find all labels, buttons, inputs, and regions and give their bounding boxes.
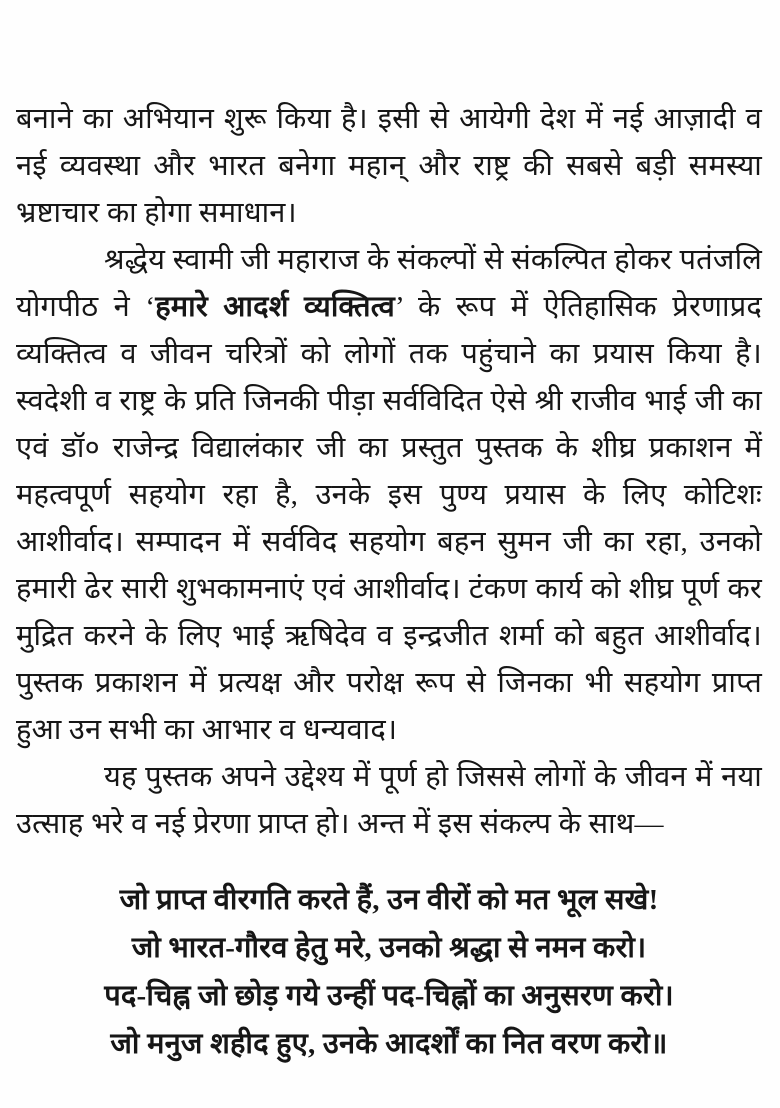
paragraph-2-text-before: श्रद्धेय स्वामी जी महाराज के संकल्पों से संकल्पित होकर पतंजलि योगपीठ ने ‘ — [16, 244, 762, 323]
paragraph-2 — [16, 237, 762, 754]
book-title-inline: हमारे आदर्श व्यक्तित्व — [155, 291, 395, 323]
verse-line-2: जो भारत-गौरव हेतु मरे, उनको श्रद्धा से नमन करो। — [131, 932, 647, 964]
paragraph-1-text: बनाने का अभियान शुरू किया है। इसी से आयेगी देश में नई आज़ादी व नई व्यवस्था और भारत बनेगा महान् और राष्ट्र की सबसे बड़ी समस्या भ्रष्टाचार का होगा समाधान। — [16, 103, 762, 229]
verse-line-3: पद-चिह्न जो छोड़ गये उन्हीं पद-चिह्नों का अनुसरण करो। — [104, 980, 674, 1012]
paragraph-3 — [16, 754, 762, 848]
paragraph-1 — [16, 96, 762, 237]
verse-line-4: जो मनुज शहीद हुए, उनके आदर्शों का नित वरण करो॥ — [110, 1028, 668, 1060]
paragraph-2-text-after: ’ के रूप में ऐतिहासिक प्रेरणाप्रद व्यक्तित्व व जीवन चरित्रों को लोगों तक पहुंचाने का प्रयास किया है। स्वदेशी व राष्ट्र के प्रति जिनकी पीड़ा सर्वविदित ऐसे श्री राजीव भाई जी का एवं डॉ० राजेन्द्र विद्यालंकार जी का प्रस्तुत पुस्तक के शीघ्र प्रकाशन में महत्वपूर्ण सहयोग रहा है, उनके इस पुण्य प्रयास के लिए कोटिशः आशीर्वाद। सम्पादन में सर्वविद सहयोग बहन सुमन जी का रहा, उनको हमारी ढेर सारी शुभकामनाएं एवं आशीर्वाद। टंकण कार्य को शीघ्र पूर्ण कर मुद्रित करने के लिए भाई ऋषिदेव व इन्द्रजीत शर्मा को बहुत आशीर्वाद। पुस्तक प्रकाशन में प्रत्यक्ष और परोक्ष रूप से जिनका भी सहयोग प्राप्त हुआ उन सभी का आभार व धन्यवाद। — [16, 291, 763, 746]
verse-block — [16, 876, 762, 1068]
paragraph-3-text: यह पुस्तक अपने उद्देश्य में पूर्ण हो जिससे लोगों के जीवन में नया उत्साह भरे व नई प्रेरणा प्राप्त हो। अन्त में इस संकल्प के साथ— — [16, 761, 762, 840]
verse-line-1: जो प्राप्त वीरगति करते हैं, उन वीरों को मत भूल सखे! — [119, 884, 659, 916]
